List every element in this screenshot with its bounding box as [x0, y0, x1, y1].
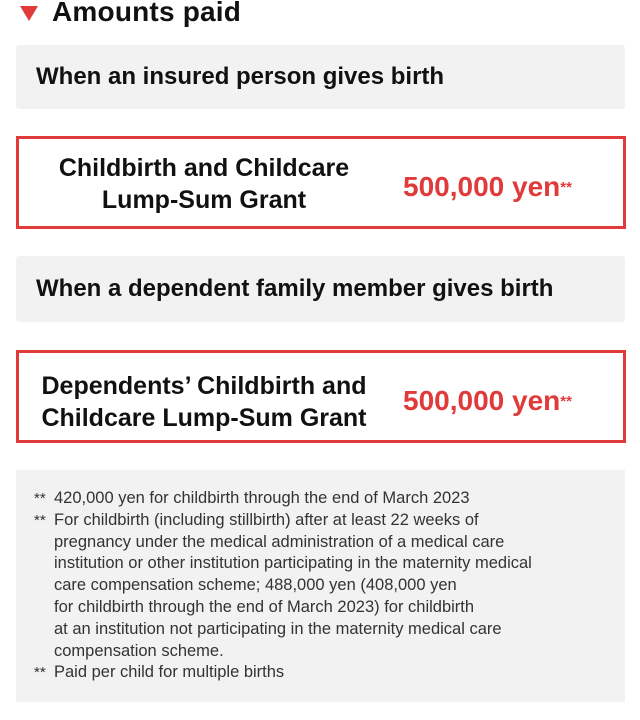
note-text: [54, 510, 611, 663]
note-line: For childbirth (including stillbirth) after at least 22 weeks of: [54, 510, 479, 529]
note-line: institution or other institution participating in the maternity medical: [54, 554, 532, 573]
dependent-member-label: When a dependent family member gives birth: [36, 275, 554, 302]
note-line: pregnancy under the medical administration of a medical care: [54, 532, 505, 551]
insured-person-label-box: [16, 45, 625, 109]
insured-grant-box: [16, 136, 626, 229]
dependent-grant-amount-mark: **: [560, 393, 572, 410]
note-item: [34, 662, 611, 684]
insured-person-label: When an insured person gives birth: [36, 63, 445, 90]
dependent-member-label-box: [16, 256, 625, 322]
dependent-grant-name-line2: Childcare Lump-Sum Grant: [41, 404, 367, 432]
triangle-down-icon: [20, 6, 38, 21]
note-mark: **: [34, 511, 46, 529]
dependent-grant-name-line1: Dependents’ Childbirth and: [41, 372, 367, 400]
insured-grant-amount: [403, 171, 572, 203]
note-item: [34, 488, 611, 510]
insured-grant-amount-mark: **: [560, 179, 572, 196]
note-line: compensation scheme.: [54, 641, 224, 660]
dependent-grant-amount: [403, 385, 572, 417]
dependent-grant-name: [19, 370, 389, 434]
section-title: Amounts paid: [52, 0, 242, 27]
note-mark: **: [34, 490, 46, 507]
note-line: care compensation scheme; 488,000 yen (408,000 yen: [54, 576, 457, 595]
notes-box: [16, 470, 625, 702]
insured-grant-name-line2: Lump-Sum Grant: [101, 186, 307, 214]
insured-grant-amount-value: 500,000 yen: [403, 171, 561, 202]
insured-grant-name: [19, 152, 389, 216]
note-text: [54, 662, 611, 684]
note-line: Paid per child for multiple births: [54, 663, 285, 682]
dependent-grant-box: [16, 350, 626, 443]
note-item: [34, 510, 611, 663]
note-line: for childbirth through the end of March 2023) for childbirth: [54, 597, 475, 616]
insured-grant-name-line1: Childbirth and Childcare: [58, 154, 350, 182]
dependent-grant-amount-value: 500,000 yen: [403, 385, 561, 416]
note-line: at an institution not participating in the maternity medical care: [54, 619, 502, 638]
note-mark: **: [34, 664, 46, 682]
note-line: 420,000 yen for childbirth through the end of March 2023: [54, 489, 470, 507]
section-heading: [20, 0, 241, 28]
note-text: [54, 488, 611, 510]
